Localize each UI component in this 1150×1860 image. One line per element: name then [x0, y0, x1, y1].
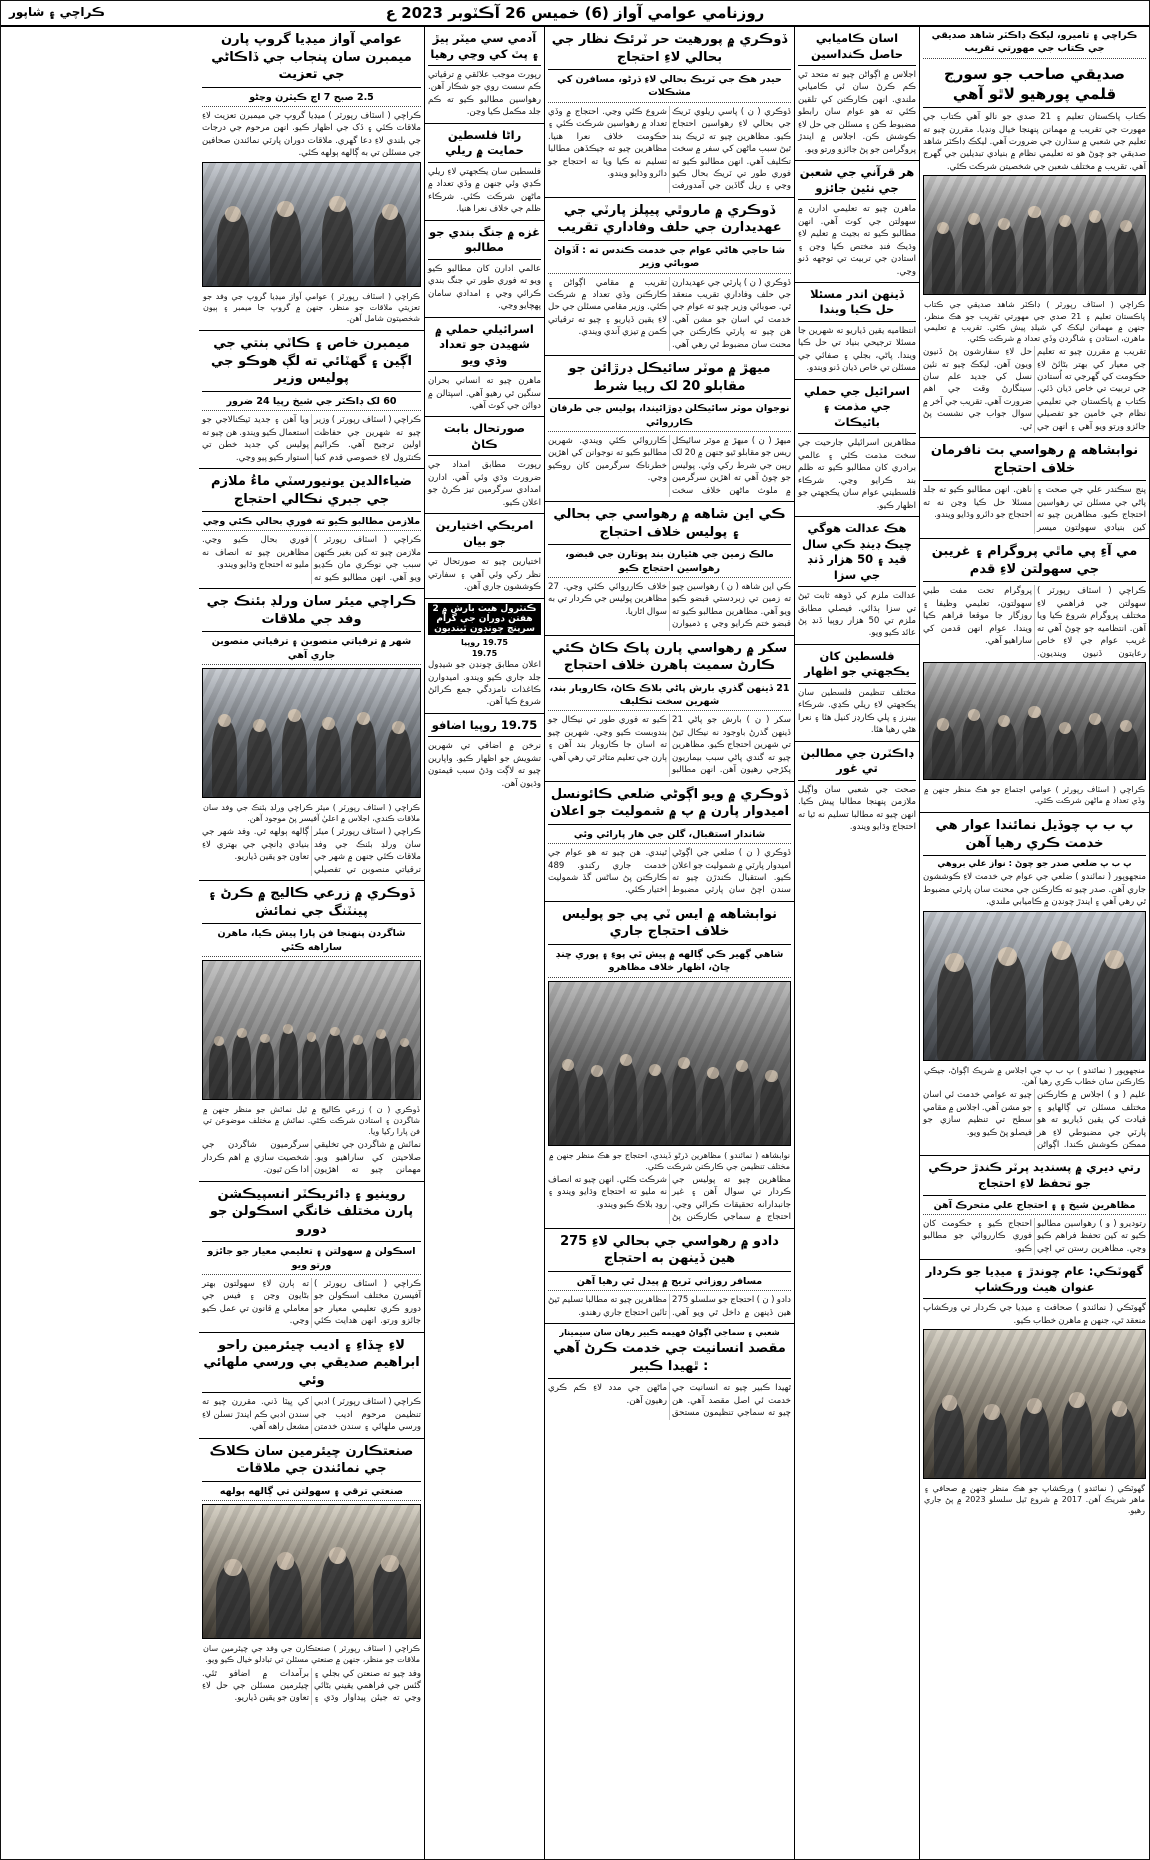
article-body: رتوديرو ( و ) رهواسين مطالبو ڪيو ته کين تحفظ فراهم ڪيو وڃي. مظاهرين رستن تي اچي احتجاج ڪيو ۽ حڪومت کان فوري ڪارروائي جو مطالبو ڪيو. [923, 1218, 1146, 1254]
brief-headline: 19.75 روپيا اضافو [428, 716, 541, 738]
brief-headline: هر قرآني جي شعبن جي نئين جائزو [798, 163, 916, 200]
photo-caption: ڪراچي ( اسٽاف رپورٽر ) صنعتڪارن جي وفد جي چيئرمين سان ملاقات جو منظر، جنهن ۾ صنعتي مسئلن تي تبادلو خيال ڪيو ويو. [203, 1644, 420, 1665]
masthead-left-note: ڪراچي ۽ شاپور [9, 5, 105, 19]
article-c3-5 [545, 636, 794, 782]
article-body: وفد چيو ته صنعتن کي بجلي ۽ گئس جي فراهمي يقيني بڻائي وڃي ته جيئن پيداوار وڌي ۽ برآمدات ۾ اضافو ٿئي. چيئرمين مسئلن جي حل لاءِ تعاون جو يقين ڏياريو. [202, 1668, 421, 1704]
article-subhead: مسافر روزاني ٽريج ۾ پيدل ٿي رهيا آهن [548, 1275, 791, 1291]
article-body: ميهڙ ( ن ) ميهڙ ۾ موٽر سائيڪل ريس جو مقابلو ٿيو جنهن ۾ 20 لک رپين جي شرط رکي وئي. پوليس جو چوڻ آهي ته اهڙين سرگرمين ۾ ملوث ماڻهن خلاف سخت ڪارروائي ڪئي ويندي. شهرين مطالبو ڪيو ته نوجوانن کي اهڙين خطرناڪ سرگرمين کان روڪيو وڃي. [548, 435, 791, 496]
photo-caption: گهوٽڪي ( نمائندو ) ورڪشاپ جو هڪ منظر جنهن ۾ صحافي ۽ ماهر شريڪ آهن. 2017 ۾ شروع ٿيل سلسلو 2023 ۾ پڻ جاري رهيو. [924, 1484, 1145, 1516]
article-photo [202, 960, 421, 1100]
brief-body: ماهرن چيو ته انساني بحران سنگين ٿي رهيو آهي. اسپتالن ۾ دوائن جي کوٽ آهي. [428, 376, 541, 411]
article-headline: مقصد انسانيت جي خدمت ڪرڻ آهي : ٿهيدا ڪبير [548, 1338, 791, 1379]
photo-figures [924, 176, 1145, 294]
brief-headline: هڪ عدالت هوگي چيڪ ڊينڊ ڪي سال قيد ۽ 50 هزار ڏنڊ جي سزا [798, 519, 916, 587]
masthead [1, 1, 1149, 27]
photo-caption: ڪراچي ( اسٽاف رپورٽر ) عوامي اجتماع جو هڪ منظر جنهن ۾ وڏي تعداد ۾ ماڻهن شرڪت ڪئي. [924, 785, 1145, 806]
article-ci-4 [920, 813, 1149, 1156]
column-2 [794, 27, 919, 1859]
article-subhead: نوجوان موٽر سائيڪلن ڊوڙائيندا، پوليس جي طرفان ڪارروائي [548, 402, 791, 432]
article-headline: ڏوڪري ۾ ويو اڳوڻي ضلعي ڪائونسل اميدوار پارن ۾ پ ۾ شموليت جو اعلان [548, 784, 791, 825]
article-body: ٿهيدا ڪبير چيو ته انسانيت جي خدمت ئي اصل مقصد آهي. هن چيو ته سماجي تنظيمون مستحق ماڻهن جي مدد لاءِ ڪم ڪري رهيون آهن. [548, 1383, 791, 1419]
article-body: ڪراچي ( اسٽاف رپورٽر ) ميئر سان ورلڊ بئنڪ جي وفد ملاقات ڪئي جنهن ۾ شهر جي ترقياتي منصوبن تي تفصيلي ڳالهه ٻولهه ٿي. وفد شهر جي بنيادي ڍانچي جي بهتري لاءِ تعاون جو يقين ڏياريو. [202, 827, 421, 875]
article-ci-2 [920, 438, 1149, 539]
brief-c4-3 [425, 221, 544, 318]
article-c3-2 [545, 198, 794, 356]
brief-body: مختلف تنظيمن فلسطين سان يڪجهتي لاءِ ريلي ڪڍي. شرڪاء بينرز ۽ پلي ڪارڊز کنيل هئا ۽ نعرا هڻي رهيا هئا. [798, 687, 916, 736]
article-subhead: مظاهرين شيخ ۽ ۽ احتجاج علي متحرڪ آهن [923, 1199, 1146, 1215]
article-subhead: 2.5 صبح 7 اچ ڪيٽرن وڃڻو [202, 91, 421, 107]
article-body: ڪراچي ( اسٽاف رپورٽر ) وزير چيو ته شهرين جي حفاظت اولين ترجيح آهي. ڪرائيم ڪنٽرول لاءِ خصوصي قدم کنيا ويا آهن ۽ جديد ٽيڪنالاجي جو استعمال ڪيو ويندو. هن چيو ته پوليس کي جديد خطن تي استوار ڪيو پيو وڃي. [202, 415, 421, 463]
brief-c2-7 [795, 742, 919, 838]
article-c5-3 [199, 469, 424, 589]
article-body: ڪراچي ( اسٽاف رپورٽر ) ميڊيا گروپ جي ميمبرن تعزيت لاءِ ملاقات ڪئي ۽ ڏک جي اظهار ڪيو. انهن مرحوم جي درجات جي بلندي لاءِ دعا گهري. ملاقات دوران پارٽي نمائندن صحافين جي مسئلن تي به ڳالهه ٻولهه ڪئي. [202, 110, 421, 159]
article-c3-3 [545, 356, 794, 502]
article-c3-9 [545, 1324, 794, 1423]
brief-body: صحت جي شعبي سان واڳيل ملازمن پنهنجا مطالبا پيش ڪيا. انهن چيو ته مطالبا تسليم نه ٿيا ته احتجاج وڌايو ويندو. [798, 784, 916, 833]
article-headline: عوامي آواز ميڊيا گروپ پارن ميمبرن سان پنجاب جي ڏاڪاڻي جي تعزيت [202, 29, 421, 88]
photo-caption: ڏوڪري ( ن ) زرعي ڪاليج ۾ ٿيل نمائش جو منظر جنهن ۾ شاگردن ۽ استادن شرڪت ڪئي. نمائش ۾ مختلف موضوعن تي فن پارا رکيا ويا. [203, 1104, 420, 1137]
article-photo [923, 662, 1146, 780]
article-subhead: شا حاجي هاڻي عوام جي خدمت ڪندس ته : آڏواڻ صوبائي وزير [548, 244, 791, 274]
article-headline: لاءِ ڇڏاءِ ۽ اديب چيئرمين راحو ابراهيم صديقي بي ورسي ملهائي وئي [202, 1335, 421, 1394]
brief-body: فلسطين سان يڪجهتي لاءِ ريلي ڪڍي وئي جنهن ۾ وڏي تعداد ۾ ماڻهن شرڪت ڪئي. شرڪاء ظلم جي خلاف نعرا هنيا. [428, 166, 541, 215]
photo-caption: ڪراچي ( اسٽاف رپورٽر ) ميئر ڪراچي ورلڊ بئنڪ جي وفد سان ملاقات ڪندي، اجلاس ۾ اعليٰ آفيسر پڻ موجود آهن. [203, 802, 420, 824]
article-headline: نوابشاهه ۾ ايس ٽي پي جو پوليس خلاف احتجاج جاري [548, 904, 791, 945]
brief-headline: اسرائيلي حملي ۾ شهيدن جو تعداد وڌي ويو [428, 320, 541, 373]
column-3 [544, 27, 794, 1859]
article-headline: پ ب پ چوڏيل نمائندا عوار هي خدمت ڪري رهيا آهن [923, 815, 1146, 856]
brief-c2-3 [795, 283, 919, 380]
article-body: دادو ( ن ) احتجاج جو سلسلو 275 هين ڏينهن ۾ داخل ٿي ويو آهي. مظاهرين چيو ته مطالبا تسليم ٿيڻ تائين احتجاج جاري رهندو. [548, 1295, 791, 1318]
article-headline: ڏوڪري ۾ زرعي ڪاليج ۾ ڪرڻ ۽ پينٽنگ جي نمائش [202, 883, 421, 924]
brief-headline: فلسطين کان يڪجهتي جو اظهار [798, 647, 916, 684]
article-photo [202, 1504, 421, 1639]
photo-figures [924, 912, 1145, 1060]
article-headline: ميمبرن خاص ۽ ڪاٽي بنتي جي اڳين ۽ گهٽائي ته لڳ هوڪو جي پوليس وزير [202, 333, 421, 392]
article-photo [548, 981, 791, 1146]
seminar-note: شعبي ۽ سماجي اڳواڻ فهيمه ڪبير رهان سان سيمينار [559, 1327, 780, 1338]
article-headline: صديقي صاحب جو سورج قلمي پورهيو لاٿو آهي [923, 62, 1146, 109]
article-headline: ڪراچي ميئر سان ورلڊ بئنڪ جي وفد جي ملاقات [202, 591, 421, 632]
photo-figures [549, 982, 790, 1145]
article-body: مظاهرين چيو ته پوليس جي ڪردار تي سوال آهن ۽ غير جانبدارانه تحقيقات ڪرائي وڃي. احتجاج ۾ سماجي ڪارڪنن پڻ شرڪت ڪئي. انهن چيو ته انصاف نه مليو ته احتجاج وڌايو ويندو ۽ روڊ بلاڪ ڪيو ويندو. [548, 1174, 791, 1223]
article-c3-6 [545, 782, 794, 902]
photo-figures [203, 163, 420, 286]
brief-c2-2 [795, 161, 919, 283]
article-subhead: 60 لک ڊاڪٽر جي شيخ رپيا 24 ضرور [202, 395, 421, 411]
article-c3-1 [545, 27, 794, 198]
brief-c2-4 [795, 380, 919, 517]
article-headline: گهوٽڪي: عام چوندڙ ۽ ميڊيا جو ڪردار عنوان هيٺ ورڪشاپ [923, 1262, 1146, 1299]
brief-body: رپورٽ موجب علائقي ۾ ترقياتي ڪم سست روي جو شڪار آهن. رهواسين مطالبو ڪيو ته ڪم جلد مڪمل ڪيا وڃن. [428, 70, 541, 118]
photo-figures [203, 961, 420, 1099]
article-c3-7 [545, 902, 794, 1229]
article-c5-7 [199, 1333, 424, 1439]
column-1 [919, 27, 1149, 1859]
brief-headline: غزه ۾ جنگ بندي جو مطالبو [428, 223, 541, 260]
article-c5-6 [199, 1182, 424, 1333]
article-ci-5 [920, 1156, 1149, 1260]
brief-kicker: ڪنٽرول هيٺ بارش ۾ 2 هفتن دوران جي گرام سرپنچ چونڊون ٿينديون [428, 603, 541, 635]
brief-headline: امريڪي اختيارين جو بيان [428, 516, 541, 553]
article-byline: پ ب پ ضلعي صدر جو چوڻ : نواز علي بروهي [937, 859, 1132, 870]
page-columns [1, 27, 1149, 1859]
article-headline: روينيو ۽ ڊائريڪٽر انسپيڪشن پارن مختلف خانگي اسڪولن جو دورو [202, 1184, 421, 1243]
brief-body: انتظاميه يقين ڏياريو ته شهرين جا مسئلا ترجيحي بنياد تي حل ڪيا ويندا. پاڻي، بجلي ۽ صفائي جي مسئلن تي خاص ڌيان ڏنو ويندو. [798, 325, 916, 374]
article-photo [202, 162, 421, 287]
article-body: ڏوڪري ( ن ) پاسي ريلوي ٽريڪ جي بحالي لاءِ رهواسين احتجاج ڪيو. مظاهرين چيو ته ٽريڪ بند ٿيڻ سبب ماڻهن کي سفر ۾ سخت تڪليف آهي. انهن مطالبو ڪيو ته فوري طور تي ٽريڪ بحال ڪيو وڃي ۽ ريل گاڏين جي آمدورفت شروع ڪئي وڃي. احتجاج ۾ وڏي تعداد ۾ رهواسين شرڪت ڪئي ۽ حڪومت خلاف نعرا هنيا. مظاهرين چيو ته جيڪڏهن مطالبا تسليم نه ڪيا ويا ته احتجاج جو دائرو وڌايو ويندو. [548, 106, 791, 192]
article-body: ڏوڪري ( ن ) پارٽي جي عهديدارن جي حلف وفاداري تقريب منعقد ٿي. صوبائي وزير چيو ته عوام جي خدمت ئي اسان جو مشن آهي. هن چيو ته پارٽي ڪارڪنن جي محنت سان مضبوط ٿي رهي آهي. تقريب ۾ مقامي اڳواڻن ۽ ڪارڪنن وڏي تعداد ۾ شرڪت ڪئي. وزير مقامي مسئلن جي حل لاءِ يقين ڏياريو ۽ چيو ته ترقياتي ڪمن ۾ تيزي آندي ويندي. [548, 277, 791, 350]
brief-body: اعلان مطابق چونڊن جو شيڊول جلد جاري ڪيو ويندو. اميدوارن ڪاغذات نامزدگي جمع ڪرائڻ شروع ڪيا آهن. [428, 660, 541, 708]
brief-body: عدالت ملزم کي ڏوهه ثابت ٿيڻ تي سزا ٻڌائي. فيصلي مطابق ملزم تي 50 هزار روپيا ڏنڊ پڻ عائد ڪيو ويو. [798, 591, 916, 639]
article-headline: ميهڙ ۾ موٽر سائيڪل ڊرڙائن جو مقابلو 20 لک رپيا شرط [548, 358, 791, 399]
article-headline: مي آءِ پي ماٿي پروگرام ۽ غريبن جي سهولتن لاءِ قدم [923, 541, 1146, 582]
brief-c4-4 [425, 318, 544, 418]
article-subhead: اسڪولن ۾ سهولتن ۽ تعليمي معيار جو جائزو ورتو ويو [202, 1245, 421, 1275]
brief-headline: ڏينهن اندر مسئلا حل ڪيا ويندا [798, 285, 916, 322]
article-body: منجهوپور ( نمائندو ) ضلعي جي عوام جي خدمت لاءِ ڪوششون جاري آهن. صدر چيو ته ڪارڪنن جي محنت سان پارٽي مضبوط ٿي رهي آهي ۽ ايندڙ چونڊن ۾ ڪاميابي ملندي. [923, 872, 1146, 908]
article-body: ڪي اين شاهه ( ن ) رهواسين چيو ته زمين تي زبردستي قبضو ڪيو ويو آهي. مظاهرين مطالبو ڪيو ته قبضو ختم ڪرايو وڃي ۽ ذميوارن خلاف ڪارروائي ڪئي وڃي. 27 مظاهرين پوليس جي ڪردار تي به سوال اٿاريا. [548, 581, 791, 630]
photo-figures [924, 1330, 1145, 1478]
article-body: ڪراچي ( اسٽاف رپورٽر ) سهولتن جي فراهمي لاءِ مختلف پروگرام شروع ڪيا ويا آهن. انتظاميه جو چوڻ آهي ته غريب عوام جي لاءِ خاص رعايتون ڏنيون وينديون. پروگرام تحت مفت طبي سهولتون، تعليمي وظيفا ۽ روزگار جا موقعا فراهم ڪيا ويندا. عوام انهن قدمن کي ساراهيو آهي. [923, 586, 1146, 659]
photo-caption: منجهوپور ( نمائندو ) پ ب پ جي اجلاس ۾ شريڪ اڳواڻ، جيڪي ڪارڪنن سان خطاب ڪري رهيا آهن. [924, 1065, 1145, 1087]
article-body: ڪراچي ( اسٽاف رپورٽر ) ادبي تنظيمن مرحوم اديب جي ورسي ملهائي ۽ سندن خدمتن کي ڀيٽا ڏني. مقررن چيو ته سندن ادبي ڪم ايندڙ نسلن لاءِ مشعل راهه آهي. [202, 1397, 421, 1433]
page-title: روزنامي عوامي آواز (6) خميس 26 آڪٽوبر 2023 ع [385, 4, 765, 22]
article-subhead: شاهي ڳهير ڪي ڳالهه ۾ پيش ٿي پوءِ ۽ ڀوري ڇنڊ ڇاڻ، اظهار خلاف مظاهرو [548, 948, 791, 978]
article-subhead: شاگردن پنهنجا فن پارا پيش ڪيا، ماهرن ساراهه ڪئي [202, 927, 421, 957]
article-ci-6 [920, 1260, 1149, 1523]
article-subhead: ملازمن مطالبو ڪيو ته فوري بحالي ڪئي وڃي [202, 515, 421, 531]
article-c5-1 [199, 27, 424, 331]
brief-body: رپورٽ مطابق امداد جي ضرورت وڌي وئي آهي. ادارن امدادي سرگرمين تيز ڪرڻ جو اعلان ڪيو. [428, 460, 541, 508]
brief-c4-7 [425, 599, 544, 714]
article-headline: سکر ۾ رهواسي پارن پاڪ ڪاڻ ڪئي ڪارڻ سميت ٻاهرن خلاف احتجاج [548, 638, 791, 679]
brief-c4-6 [425, 514, 544, 598]
article-c5-8 [199, 1439, 424, 1709]
figure-value-1: 19.75 روپيا [461, 637, 508, 647]
photo-figures [924, 663, 1145, 779]
brief-c4-2 [425, 124, 544, 221]
article-subhead: ڪراچي ۽ تاميرو، ليکڪ ڊاڪٽر شاهد صديقي جي ڪتاب جي مهورتي تقريب [923, 29, 1146, 59]
column-5 [199, 27, 424, 1859]
brief-body: ماهرن چيو ته تعليمي ادارن ۾ سهولتن جي کوٽ آهي. انهن مطالبو ڪيو ته بجيٽ ۾ تعليم لاءِ وڌيڪ فنڊ مختص ڪيا وڃن ۽ استادن جي تربيت تي توجهه ڏنو وڃي. [798, 204, 916, 277]
brief-body: نرخن ۾ اضافي تي شهرين تشويش جو اظهار ڪيو. واپارين چيو ته لاڳت وڌڻ سبب قيمتون وڌيون آهن. [428, 741, 541, 789]
article-c5-4 [199, 589, 424, 881]
photo-caption: ڪراچي ( اسٽاف رپورٽر ) ڊاڪٽر شاهد صديقي جي ڪتاب پاڪستان تعليم ۽ 21 صدي جي مهورتي تقريب جو هڪ منظر، جنهن ۾ مهمانن ليکڪ کي شيلڊ پيش ڪئي. تقريب ۾ تعليمي ماهرن، استادن ۽ شاگردن وڏي تعداد ۾ شرڪت ڪئي. [924, 300, 1145, 343]
brief-headline: آدمي سي ميٽر ٻيڙ ۽ پٽ کي وڃي رهيا [428, 29, 541, 66]
article-headline: ڏوڪري ۾ ماروٿي پيپلز پارٽي جي عهديدارن جي حلف وفاداري تقريب [548, 200, 791, 241]
article-body: گهوٽڪي ( نمائندو ) صحافت ۽ ميڊيا جي ڪردار تي ورڪشاپ منعقد ٿي، جنهن ۾ ماهرن خطاب ڪيو. [923, 1303, 1146, 1326]
article-body: نمائش ۾ شاگردن جي تخليقي صلاحيتن کي ساراهيو ويو. مهمانن چيو ته اهڙيون سرگرميون شاگردن جي شخصيت سازي ۾ اهم ڪردار ادا ڪن ٿيون. [202, 1140, 421, 1176]
article-body: ڪراچي ( اسٽاف رپورٽر ) آفيسرن مختلف اسڪولن جو دورو ڪري تعليمي معيار جو جائزو ورتو. انهن هدايت ڪئي ته ٻارن لاءِ سهولتون بهتر بڻايون وڃن ۽ فيس جي معاملي ۾ قانون تي عمل ڪيو وڃي. [202, 1278, 421, 1327]
article-subhead: مالڪ زمين جي هٿيارن بند ڀوتارن جي قبضو، رهواسين احتجاج ڪيو [548, 548, 791, 578]
article-ci-1 [920, 27, 1149, 438]
brief-c4-5 [425, 417, 544, 514]
brief-body: اجلاس ۾ اڳواڻن چيو ته متحد ٿي ڪم ڪرڻ سان ئي ڪاميابي ملندي. انهن ڪارڪنن کي تلقين ڪئي ته هو عوام سان رابطو مضبوط ڪن ۽ مسئلن جي حل لاءِ ڪوشش ڪن. اجلاس ۾ ايندڙ پروگرامن جو پڻ جائزو ورتو ويو. [798, 70, 916, 155]
photo-caption: ڪراچي ( اسٽاف رپورٽر ) عوامي آواز ميڊيا گروپ جي وفد جو تعزيتي ملاقات جو منظر، جنهن ۾ گروپ جا ميمبر ۽ ٻيون شخصيتون شامل آهن. [203, 291, 420, 324]
article-headline: ڪي اين شاهه ۾ رهواسي جي بحالي ۽ پوليس خلاف احتجاج [548, 504, 791, 545]
brief-c4-1 [425, 27, 544, 124]
article-subhead: شهر ۾ ترقياتي منصوبن ۽ ترقياتي منصوبن جاري آهي [202, 635, 421, 665]
article-body: پنج سڪندر علي جي صحت ۽ پاڻي جي مسئلن تي رهواسين احتجاج ڪيو. مظاهرين چيو ته کين بنيادي سهولتون ميسر ناهن. انهن مطالبو ڪيو ته جلد مسئلا حل ڪيا وڃن نه ته احتجاج جو دائرو وڌايو ويندو. [923, 485, 1146, 533]
article-c5-2 [199, 331, 424, 469]
brief-body: عالمي ادارن کان مطالبو ڪيو ويو ته فوري طور تي جنگ بندي ڪرائي وڃي ۽ امدادي سامان پهچايو وڃي. [428, 263, 541, 312]
article-body: سکر ( ن ) بارش جو پاڻي 21 ڏينهن گذرڻ باوجود نه نيڪال ٿيڻ تي شهرين احتجاج ڪيو. مظاهرين چيو ته گندي پاڻي سبب بيماريون پکڙجي رهيون آهن. انهن مطالبو ڪيو ته فوري طور تي نيڪال جو بندوبست ڪيو وڃي. شهرين چيو ته اسان جا ڪاروبار بند آهن ۽ ٻارن جي تعليم متاثر ٿي رهي آهي. [548, 715, 791, 776]
brief-body: اختيارين چيو ته صورتحال تي نظر رکي وئي آهي ۽ سفارتي ڪوششون جاري آهن. [428, 557, 541, 593]
article-body: ڪراچي ( اسٽاف رپورٽر ) ملازمن چيو ته کين بغير ڪنهن سبب جي نوڪري مان ڪڍيو ويو آهي. انهن مطالبو ڪيو ته فوري بحال ڪيو وڃي. مظاهرين چيو ته انصاف نه مليو ته احتجاج وڌايو ويندو. [202, 535, 421, 583]
article-body-continued: عليم ( و ) اجلاس ۾ ڪارڪنن مختلف مسئلن تي ڳالهايو ۽ قيادت کي يقين ڏياريو ته هو پارٽي جي مضبوطي لاءِ هر ممڪن ڪوشش ڪندا. اڳواڻن چيو ته عوامي خدمت ئي اسان جو مشن آهي. اجلاس ۾ مقامي سطح تي تنظيم سازي جو فيصلو پڻ ڪيو ويو. [923, 1090, 1146, 1151]
brief-headline: اسرائيل جي حملي جي مذمت ۽ بائيڪاٽ [798, 382, 916, 435]
article-photo [923, 1329, 1146, 1479]
article-photo [923, 175, 1146, 295]
article-headline: ضياءالدين يونيورسٽي ماءُ ملازم جي جبري نڪالي احتجاج [202, 471, 421, 512]
article-headline: رتي ديري ۾ پسنديد پرٽر ڪندڙ حرڪي جو تحفظ لاءِ احتجاج [923, 1158, 1146, 1195]
brief-c4-8 [425, 714, 544, 794]
article-body: ڪتاب پاڪستان تعليم ۽ 21 صدي جو نالو آهي ڪتاب جي مهورت جي تقريب ۾ مهمانن پنهنجا خيال ونڊيا. مقررن چيو ته تعليم جي شعبي ۾ سڌارن جي ضرورت آهي. ليکڪ ڊاڪٽر شاهد صديقي جو چوڻ هو ته تعليمي نظام ۾ بنيادي تبديلين جي گهرج آهي. تقريب ۾ مختلف شعبن جي شخصيتن شرڪت ڪئي. [923, 112, 1146, 172]
brief-headline: صورتحال بابت ڪاڻ [428, 419, 541, 456]
article-headline: ڏوڪري ۾ پورهيت حر ٽرئڪ نظار جي بحالي لاءِ احتجاج [548, 29, 791, 70]
brief-body: مظاهرين اسرائيلي جارحيت جي سخت مذمت ڪئي ۽ عالمي برادري کان مطالبو ڪيو ته ظلم بند ڪرايو وڃي. شرڪاء فلسطيني عوام سان يڪجهتي جو اظهار ڪيو. [798, 438, 916, 511]
article-headline: دادو ۾ رهواسي جي بحالي لاءِ 275 هين ڏينهن به احتجاج [548, 1231, 791, 1272]
column-4 [424, 27, 544, 1859]
article-headline: صنعتڪارن چيئرمين سان ڪلاڪ جي نمائندن جي ملاقات [202, 1441, 421, 1482]
article-c5-5 [199, 881, 424, 1182]
article-subhead: 21 ڏينهن گذري بارش پاڻي بلاڪ ڪاڻ، ڪاروبار بند، شهرين سخت تڪليف [548, 682, 791, 712]
article-ci-3 [920, 539, 1149, 813]
article-body-continued: تقريب ۾ مقررن چيو ته تعليم جي معيار کي بهتر بڻائڻ لاءِ حڪومت کي گهرجي ته اُستادن جي تربيت تي خاص ڌيان ڏئي. ڪتاب ۾ پاڪستان جي تعليمي نظام جي خامين جو تفصيلي جائزو ورتو ويو آهي ۽ انهن جي حل لاءِ سفارشون پڻ ڏنيون ويون آهن. ليکڪ چيو ته نئين نسل کي جديد علم سان سينگارڻ وقت جي اهم ضرورت آهي. تقريب جي آخر ۾ سوال جواب جي نشست پڻ ٿي. [923, 347, 1146, 432]
brief-headline: ڊاڪٽرن جي مطالبن تي غور [798, 744, 916, 781]
article-subhead: حيدر هڪ جي ٽريڪ بحالي لاءِ ڌرڻو، مسافرن کي مشڪلات [548, 73, 791, 103]
article-body: ڏوڪري ( ن ) ضلعي جي اڳوڻي اميدوار پارٽي ۾ شموليت جو اعلان ڪيو. استقبال ڪندڙن چيو ته سندن اچڻ سان پارٽي مضبوط ٿيندي. هن چيو ته هو عوام جي خدمت جاري رکندو. 489 ڪارڪنن پڻ ساڻس گڏ شموليت اختيار ڪئي. [548, 848, 791, 896]
brief-headline: اسان ڪاميابي حاصل ڪنداسين [798, 29, 916, 66]
article-subhead: صنعتي ترقي ۽ سهولتن تي ڳالهه ٻولهه [202, 1485, 421, 1501]
brief-c2-1 [795, 27, 919, 161]
figure-value-2: 19.75 [471, 648, 498, 658]
brief-c2-6 [795, 645, 919, 742]
brief-headline: راڻا فلسطين حمايت ۾ ريلي [428, 126, 541, 163]
article-subhead: شاندار استقبال، گلن جي هار پارائي وئي [548, 828, 791, 844]
article-c3-8 [545, 1229, 794, 1324]
article-photo [202, 668, 421, 798]
photo-figures [203, 1505, 420, 1638]
photo-figures [203, 669, 420, 797]
article-photo [923, 911, 1146, 1061]
article-headline: نوابشاهه ۾ رهواسي بت نافرمان خلاف احتجاج [923, 440, 1146, 481]
article-c3-4 [545, 502, 794, 636]
brief-c2-5 [795, 517, 919, 645]
photo-caption: نوابشاهه ( نمائندو ) مظاهرين ڌرڻو ڏيندي، احتجاج جو هڪ منظر جنهن ۾ مختلف تنظيمن جي ڪارڪنن شرڪت ڪئي. [549, 1150, 790, 1171]
